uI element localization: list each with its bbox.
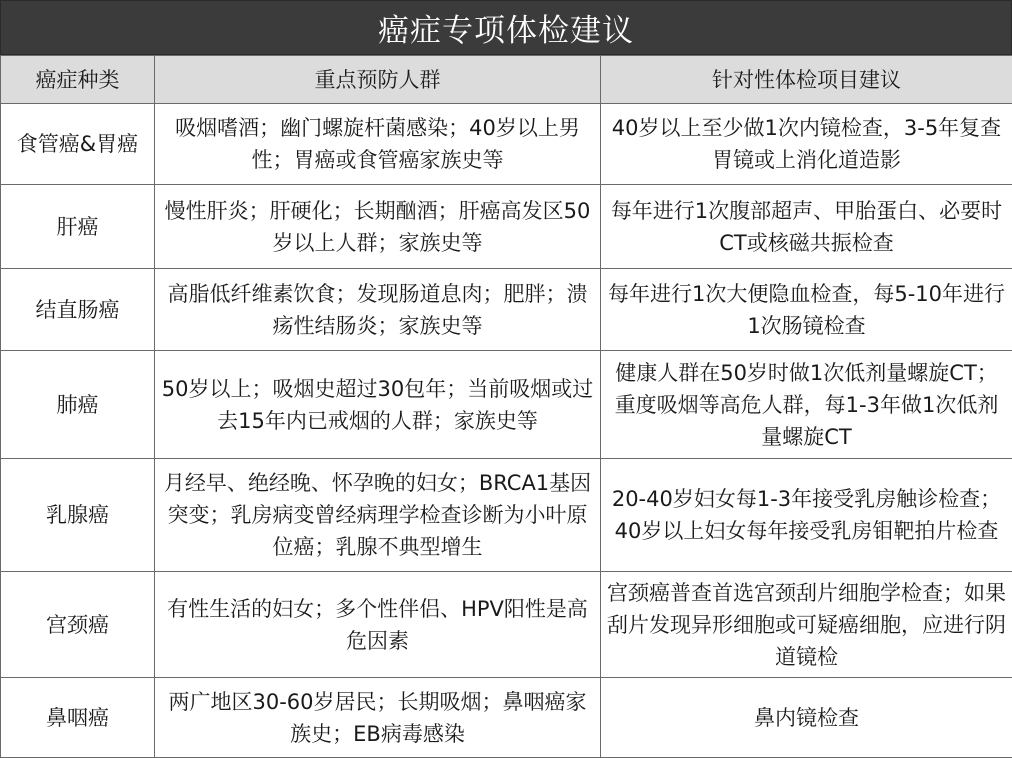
cell-screening: 20-40岁妇女每1-3年接受乳房触诊检查；40岁以上妇女每年接受乳房钼靶拍片检查 bbox=[601, 459, 1012, 572]
cell-screening: 每年进行1次大便隐血检查，每5-10年进行1次肠镜检查 bbox=[601, 269, 1012, 351]
cell-cancer-type: 鼻咽癌 bbox=[1, 678, 155, 758]
cell-risk-group: 慢性肝炎；肝硬化；长期酗酒；肝癌高发区50岁以上人群；家族史等 bbox=[155, 185, 601, 269]
table-header-row bbox=[1, 56, 1012, 104]
cell-cancer-type: 结直肠癌 bbox=[1, 269, 155, 351]
cell-screening: 鼻内镜检查 bbox=[601, 678, 1012, 758]
cell-cancer-type: 肺癌 bbox=[1, 351, 155, 459]
cell-risk-group: 两广地区30-60岁居民；长期吸烟；鼻咽癌家族史；EB病毒感染 bbox=[155, 678, 601, 758]
cell-cancer-type: 乳腺癌 bbox=[1, 459, 155, 572]
table-row bbox=[1, 678, 1012, 758]
table-row bbox=[1, 185, 1012, 269]
cell-cancer-type: 肝癌 bbox=[1, 185, 155, 269]
header-cancer-type: 癌症种类 bbox=[1, 56, 155, 104]
cell-screening: 健康人群在50岁时做1次低剂量螺旋CT；重度吸烟等高危人群，每1-3年做1次低剂量螺旋CT bbox=[601, 351, 1012, 459]
cell-screening: 40岁以上至少做1次内镜检查，3-5年复查胃镜或上消化道造影 bbox=[601, 104, 1012, 185]
sheet-title: 癌症专项体检建议 bbox=[0, 0, 1012, 55]
cell-risk-group: 50岁以上；吸烟史超过30包年；当前吸烟或过去15年内已戒烟的人群；家族史等 bbox=[155, 351, 601, 459]
table-row bbox=[1, 351, 1012, 459]
cell-cancer-type: 宫颈癌 bbox=[1, 572, 155, 678]
table-row bbox=[1, 459, 1012, 572]
header-screening: 针对性体检项目建议 bbox=[601, 56, 1012, 104]
header-risk-group: 重点预防人群 bbox=[155, 56, 601, 104]
cell-risk-group: 月经早、绝经晚、怀孕晚的妇女；BRCA1基因突变；乳房病变曾经病理学检查诊断为小叶原位癌；乳腺不典型增生 bbox=[155, 459, 601, 572]
cell-cancer-type: 食管癌&胃癌 bbox=[1, 104, 155, 185]
table-row bbox=[1, 104, 1012, 185]
table-row bbox=[1, 269, 1012, 351]
cell-risk-group: 吸烟嗜酒；幽门螺旋杆菌感染；40岁以上男性；胃癌或食管癌家族史等 bbox=[155, 104, 601, 185]
cell-screening: 宫颈癌普查首选宫颈刮片细胞学检查；如果刮片发现异形细胞或可疑癌细胞，应进行阴道镜检 bbox=[601, 572, 1012, 678]
cell-risk-group: 高脂低纤维素饮食；发现肠道息肉；肥胖；溃疡性结肠炎；家族史等 bbox=[155, 269, 601, 351]
cell-risk-group: 有性生活的妇女；多个性伴侣、HPV阳性是高危因素 bbox=[155, 572, 601, 678]
table-row bbox=[1, 572, 1012, 678]
cell-screening: 每年进行1次腹部超声、甲胎蛋白、必要时CT或核磁共振检查 bbox=[601, 185, 1012, 269]
screening-table bbox=[0, 55, 1012, 758]
